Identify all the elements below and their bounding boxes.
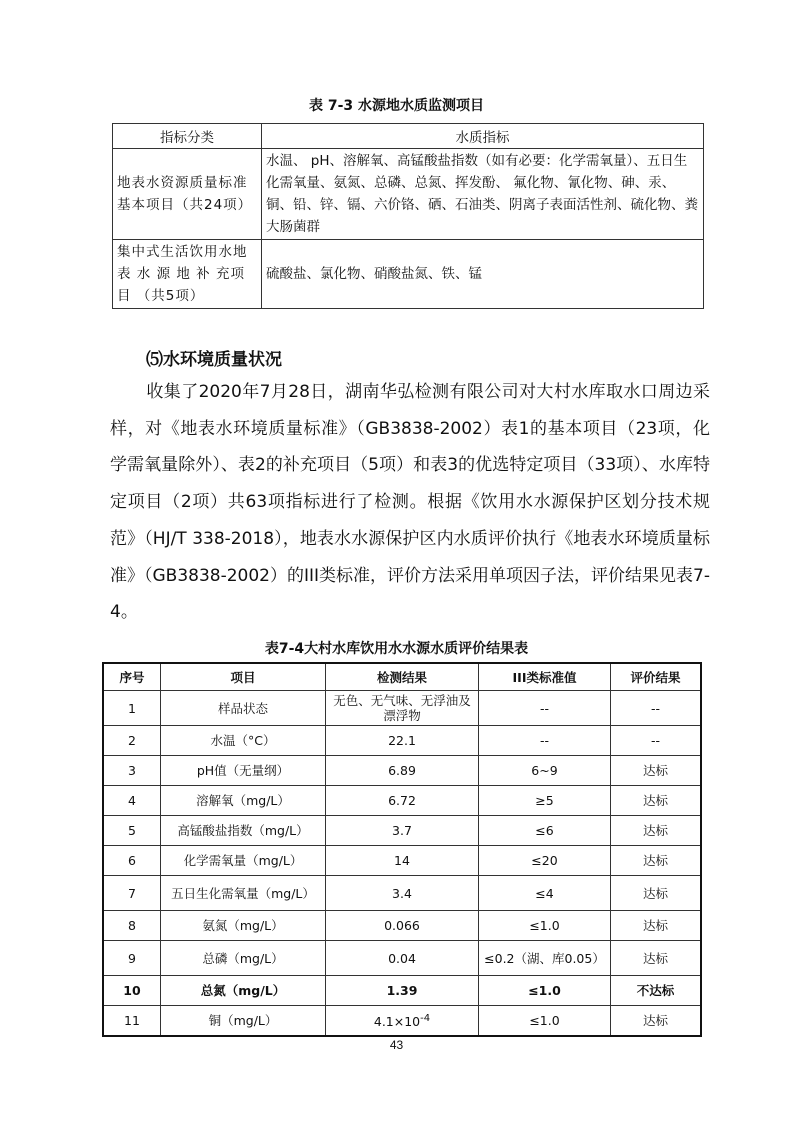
cell-no: 7 xyxy=(103,876,161,911)
category-cell: 地表水资源质量标准 基本项目（共24项） xyxy=(113,149,262,240)
cell-standard: ≤1.0 xyxy=(479,1006,611,1037)
cell-evaluation: 达标 xyxy=(611,756,702,786)
cell-evaluation: 达标 xyxy=(611,1006,702,1037)
cell-evaluation: 达标 xyxy=(611,911,702,941)
cell-no: 5 xyxy=(103,816,161,846)
header-evaluation: 评价结果 xyxy=(611,663,702,691)
cell-standard: -- xyxy=(479,691,611,726)
table-row xyxy=(103,756,701,786)
table-row xyxy=(103,1006,701,1037)
cell-item: 高锰酸盐指数（mg/L） xyxy=(161,816,326,846)
cell-no: 6 xyxy=(103,846,161,876)
cell-item: 样品状态 xyxy=(161,691,326,726)
cell-item: 总磷（mg/L） xyxy=(161,941,326,976)
table-row xyxy=(103,876,701,911)
cell-evaluation: 达标 xyxy=(611,941,702,976)
cell-result: 3.7 xyxy=(326,816,479,846)
table-row xyxy=(103,786,701,816)
cell-item: pH值（无量纲） xyxy=(161,756,326,786)
cell-no: 10 xyxy=(103,976,161,1006)
header-indicators: 水质指标 xyxy=(262,124,704,149)
cell-standard: ≤6 xyxy=(479,816,611,846)
cell-standard: 6~9 xyxy=(479,756,611,786)
table-row xyxy=(103,691,701,726)
table-row xyxy=(103,976,701,1006)
cell-no: 11 xyxy=(103,1006,161,1037)
cell-item: 铜（mg/L） xyxy=(161,1006,326,1037)
category-cell: 集中式生活饮用水地 表 水 源 地 补 充项目 （共5项） xyxy=(113,240,262,309)
cell-result: 14 xyxy=(326,846,479,876)
table1-caption: 表 7-3 水源地水质监测项目 xyxy=(308,98,485,114)
cell-result: 6.89 xyxy=(326,756,479,786)
cell-result: 1.39 xyxy=(326,976,479,1006)
cell-no: 3 xyxy=(103,756,161,786)
cell-result xyxy=(326,1006,479,1037)
body-paragraph xyxy=(110,374,710,631)
table-header-row xyxy=(113,124,704,149)
cell-item: 水温（°C） xyxy=(161,726,326,756)
monitoring-items-table xyxy=(112,123,704,309)
cell-standard: ≥5 xyxy=(479,786,611,816)
cell-no: 2 xyxy=(103,726,161,756)
table-row xyxy=(103,911,701,941)
cell-result: 0.04 xyxy=(326,941,479,976)
table-header-row xyxy=(103,663,701,691)
result-exponent: -4 xyxy=(420,1013,431,1025)
table-row xyxy=(103,726,701,756)
cell-evaluation: 达标 xyxy=(611,846,702,876)
cell-evaluation: -- xyxy=(611,691,702,726)
cell-standard: ≤0.2（湖、库0.05） xyxy=(479,941,611,976)
cell-standard: ≤1.0 xyxy=(479,976,611,1006)
header-item: 项目 xyxy=(161,663,326,691)
indicators-cell: 硫酸盐、氯化物、硝酸盐氮、铁、锰 xyxy=(262,240,704,309)
cell-no: 8 xyxy=(103,911,161,941)
section-heading: ⑸水环境质量状况 xyxy=(146,350,282,370)
cell-no: 1 xyxy=(103,691,161,726)
cell-evaluation: 达标 xyxy=(611,816,702,846)
cell-result: 3.4 xyxy=(326,876,479,911)
cell-evaluation: 达标 xyxy=(611,876,702,911)
cell-evaluation: 不达标 xyxy=(611,976,702,1006)
cell-item: 溶解氧（mg/L） xyxy=(161,786,326,816)
cell-standard: ≤20 xyxy=(479,846,611,876)
cell-result: 0.066 xyxy=(326,911,479,941)
cell-standard: ≤4 xyxy=(479,876,611,911)
cell-evaluation: 达标 xyxy=(611,786,702,816)
header-no: 序号 xyxy=(103,663,161,691)
cell-item: 氨氮（mg/L） xyxy=(161,911,326,941)
cell-item: 总氮（mg/L） xyxy=(161,976,326,1006)
table-row xyxy=(113,149,704,240)
table-row xyxy=(103,816,701,846)
cell-result: 22.1 xyxy=(326,726,479,756)
cell-result: 6.72 xyxy=(326,786,479,816)
cell-item: 五日生化需氧量（mg/L） xyxy=(161,876,326,911)
header-standard: III类标准值 xyxy=(479,663,611,691)
table2-caption: 表7-4大村水库饮用水水源水质评价结果表 xyxy=(264,641,529,657)
cell-standard: -- xyxy=(479,726,611,756)
paragraph-text: 收集了2020年7月28日，湖南华弘检测有限公司对大村水库取水口周边采样，对《地表水环境质量标准》（GB3838-2002）表1的基本项目（23项，化学需氧量除外）、表2的补充项目（5项）和表3的优选特定项目（33项）、水库特定项目（2项）共63项指标进行了检测。根据《饮用水水源保护区划分技术规范》（HJ/T 338-2018），地表水水源保护区内水质评价执行《地表水环境质量标准》（GB3838-2002）的III类标准，评价方法采用单项因子法，评价结果见表7-4。 xyxy=(110,382,710,623)
header-result: 检测结果 xyxy=(326,663,479,691)
result-base: 4.1×10 xyxy=(373,1014,421,1030)
indicators-cell: 水温、 pH、溶解氧、高锰酸盐指数（如有必要：化学需氧量）、五日生化需氧量、氨氮、总磷、总氮、挥发酚、 氟化物、氰化物、砷、汞、铜、铅、锌、镉、六价铬、硒、石油类、阴离子表面活性剂、硫化物、粪大肠菌群 xyxy=(262,149,704,240)
table-row xyxy=(103,846,701,876)
page-number: 43 xyxy=(389,1038,404,1052)
water-quality-results-table xyxy=(102,662,702,1037)
cell-standard: ≤1.0 xyxy=(479,911,611,941)
cell-evaluation: -- xyxy=(611,726,702,756)
cell-item: 化学需氧量（mg/L） xyxy=(161,846,326,876)
cell-no: 4 xyxy=(103,786,161,816)
cell-result: 无色、无气味、无浮油及漂浮物 xyxy=(326,691,479,726)
header-category: 指标分类 xyxy=(113,124,262,149)
table-row xyxy=(103,941,701,976)
table-row xyxy=(113,240,704,309)
cell-no: 9 xyxy=(103,941,161,976)
